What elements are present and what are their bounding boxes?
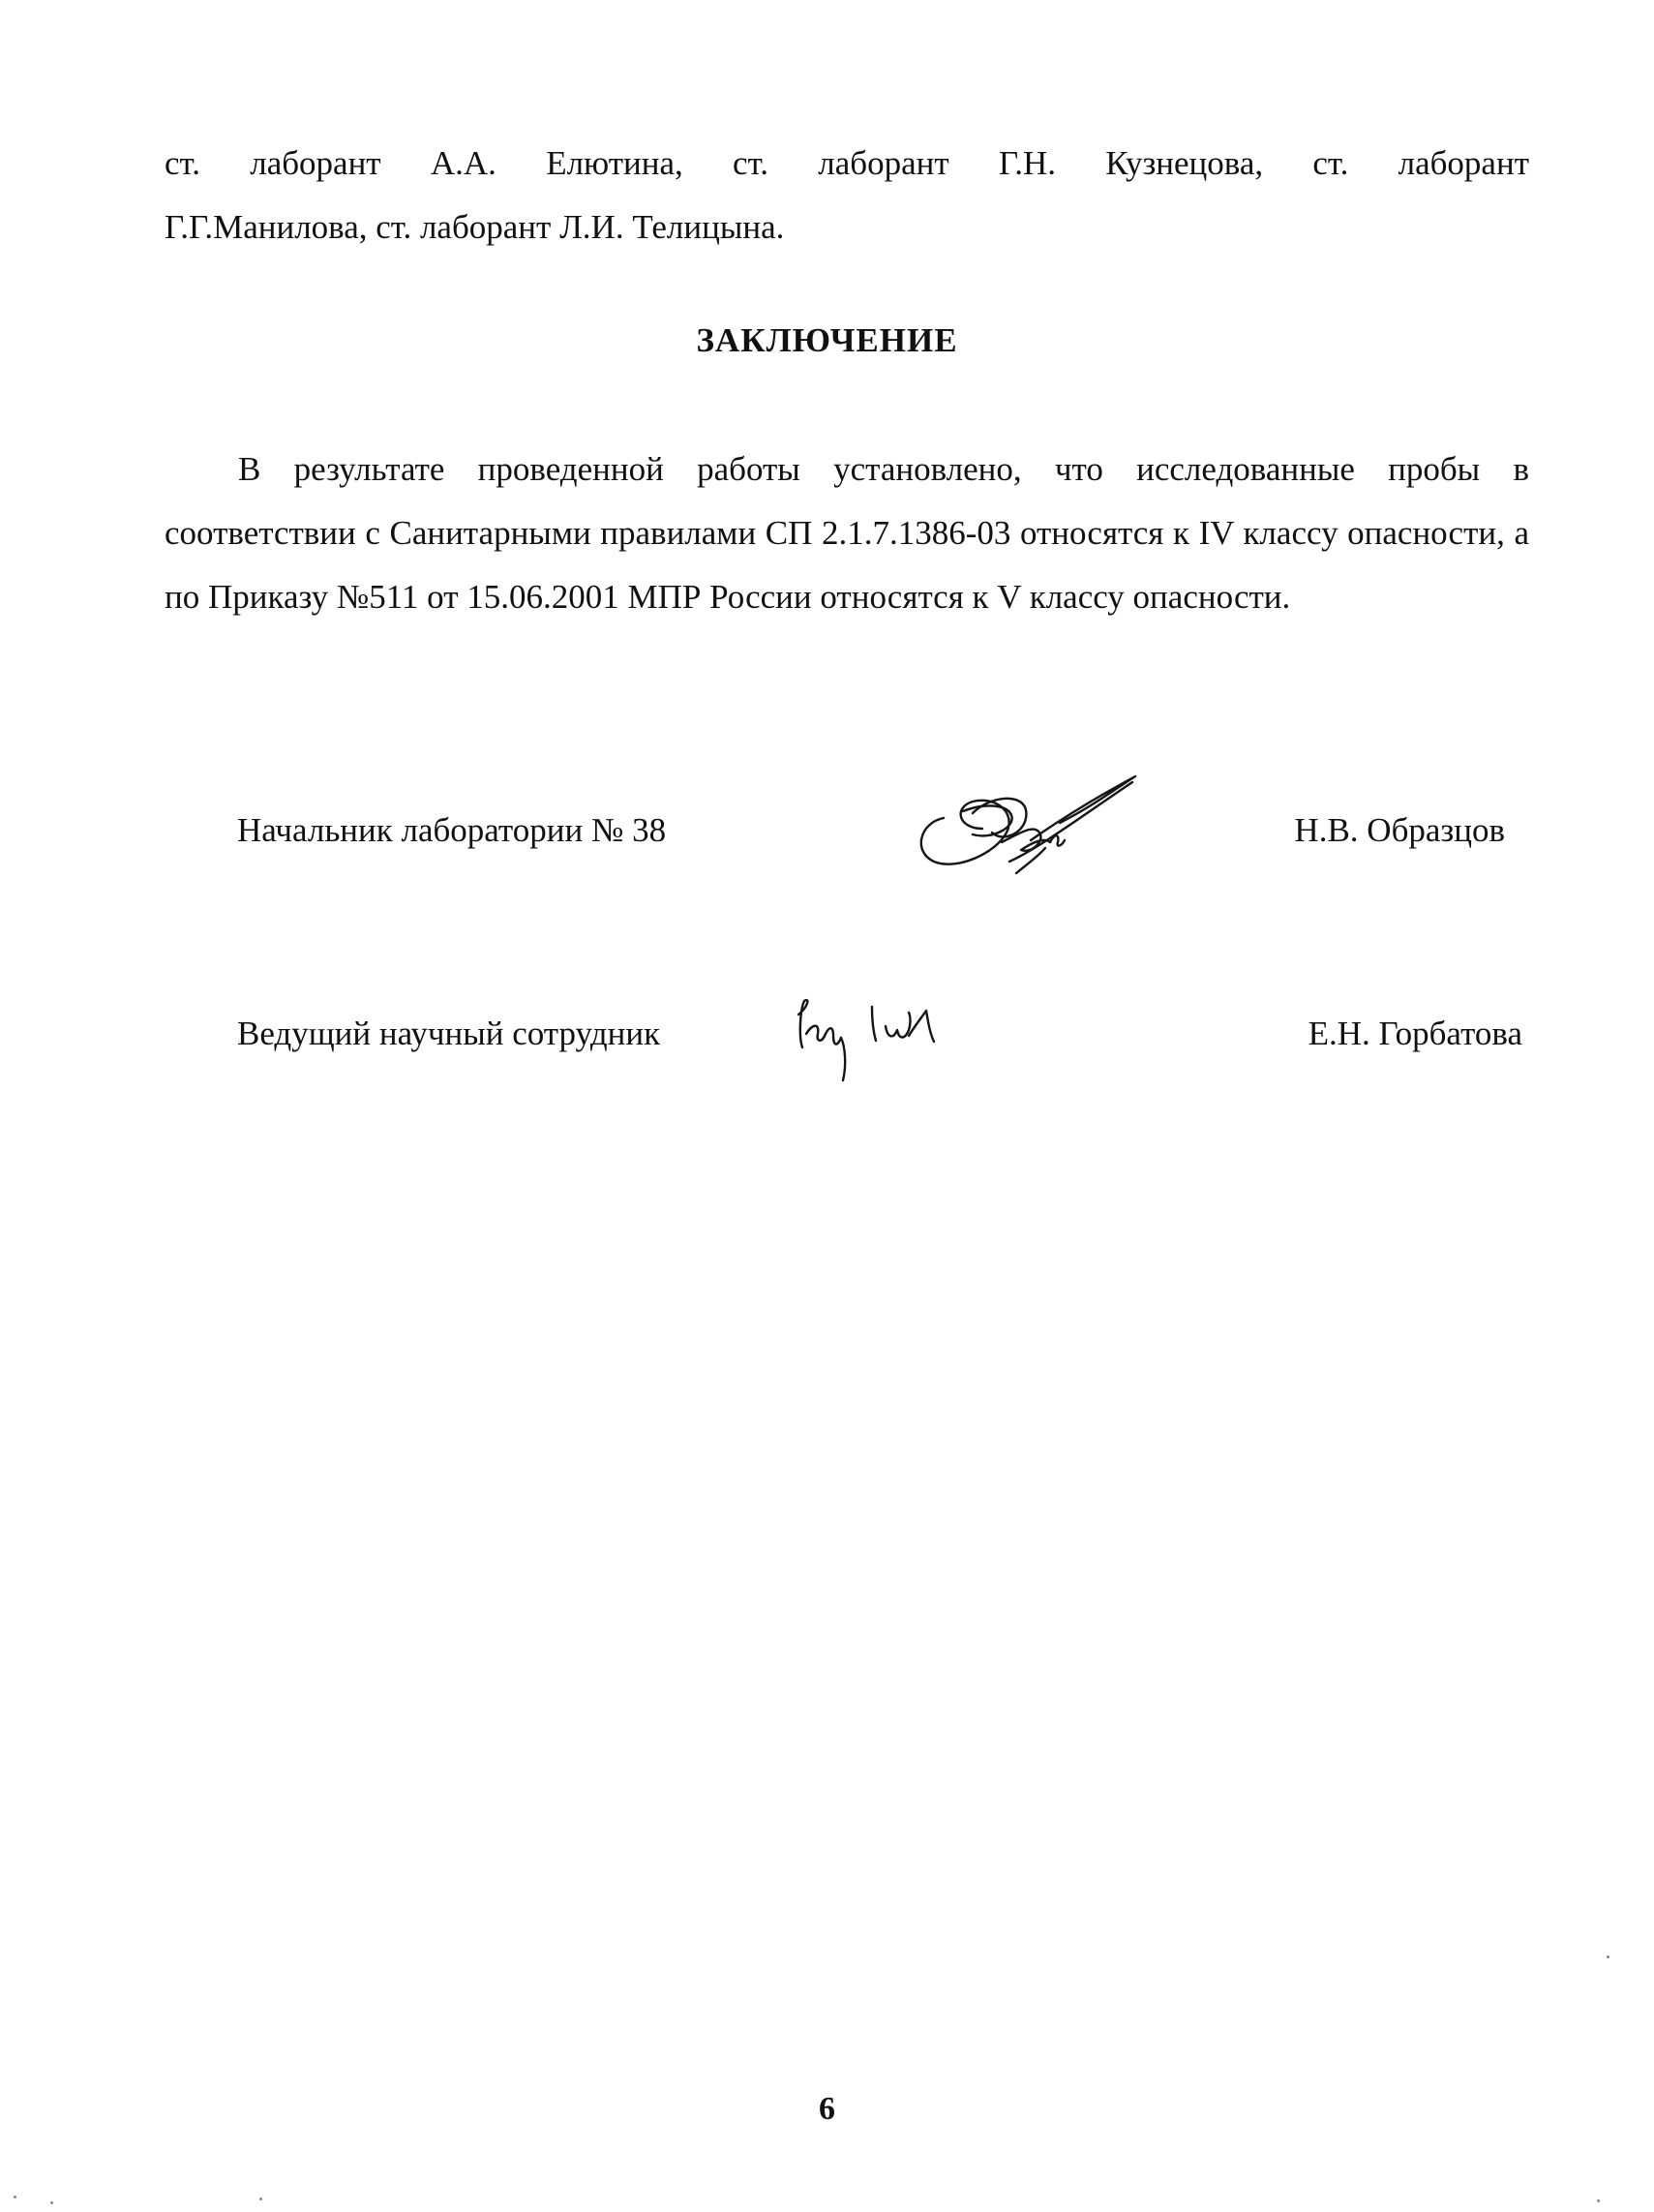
conclusion-paragraph: В результате проведенной работы установлено, что исследованные пробы в соответствии с Санитарными правилами СП 2.1.7.1386-03 относятся к IV классу опасности, а по Приказу №511 от 15.06.2001 МПР России относятся к V классу опасности. (165, 450, 1529, 616)
scan-artifact (50, 2201, 53, 2204)
signature-row-head-of-lab (237, 765, 1524, 871)
scan-artifact (14, 2196, 16, 2198)
signatory-title: Начальник лаборатории № 38 (237, 811, 667, 849)
scan-artifact (1597, 2199, 1600, 2202)
page-number: 6 (819, 2091, 835, 2127)
handwritten-signature-icon (915, 765, 1137, 881)
intro-line-2: Г.Г.Манилова, ст. лаборант Л.И. Телицына. (165, 208, 785, 246)
section-heading: ЗАКЛЮЧЕНИЕ (696, 321, 958, 359)
signatory-title: Ведущий научный сотрудник (237, 1015, 661, 1052)
signatory-name: Н.В. Образцов (1294, 811, 1505, 849)
handwritten-signature-icon (779, 987, 973, 1084)
scan-artifact (1607, 1955, 1609, 1958)
signatory-name: Е.Н. Горбатова (1308, 1015, 1522, 1052)
intro-paragraph (165, 132, 1529, 259)
signature-row-lead-researcher (237, 968, 1524, 1075)
scan-artifact (259, 2197, 262, 2200)
intro-line-1: ст. лаборант А.А. Елютина, ст. лаборант Г.Н. Кузнецова, ст. лаборант (165, 144, 1529, 182)
